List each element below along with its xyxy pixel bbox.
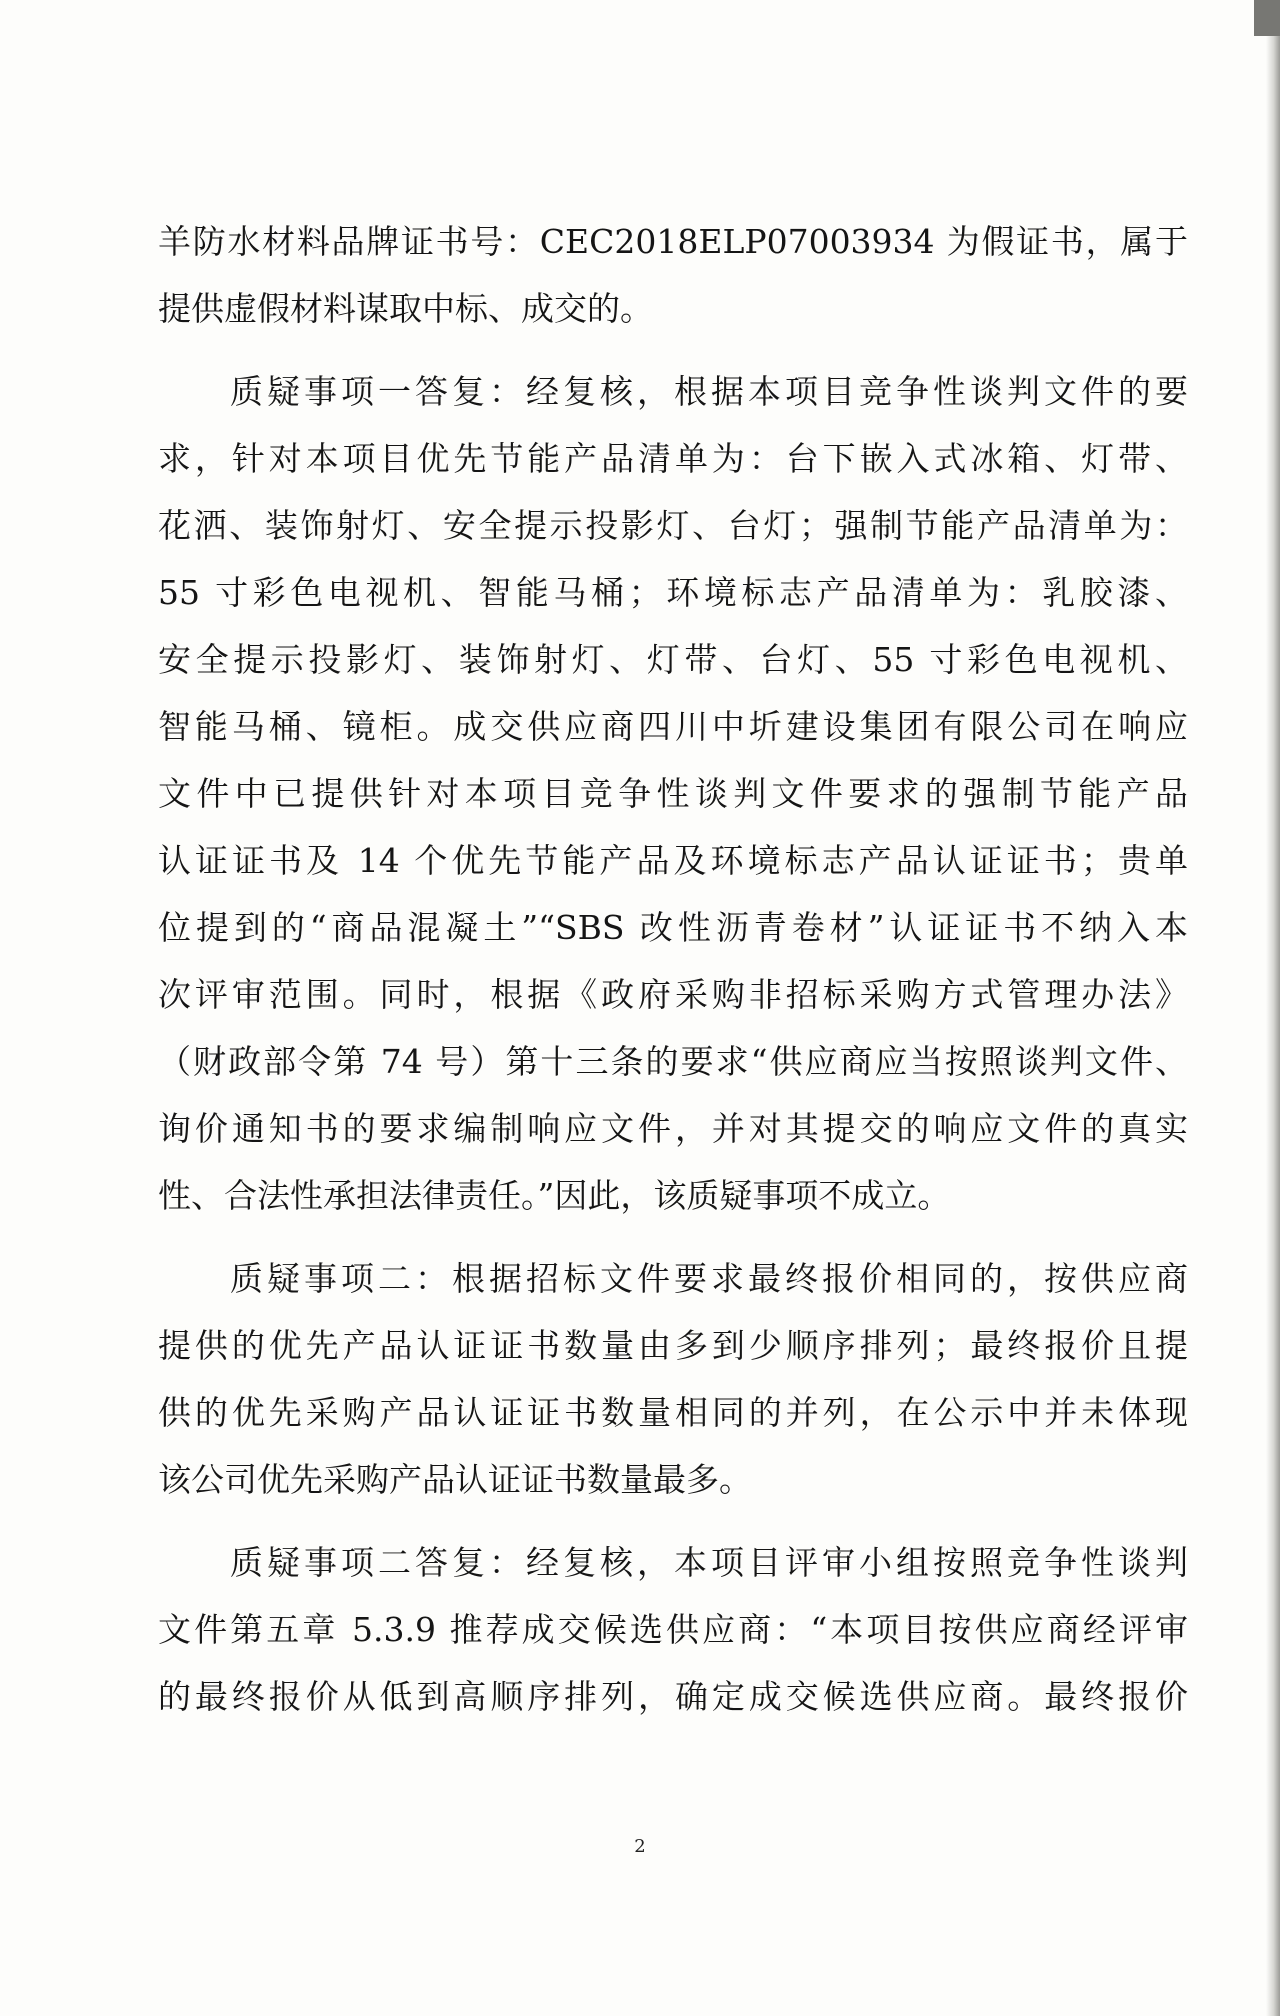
text-line: 性、合法性承担法律责任。”因此，该质疑事项不成立。 [158, 1176, 951, 1215]
text-line: 该公司优先采购产品认证证书数量最多。 [158, 1460, 752, 1499]
document-body [158, 208, 1188, 1730]
text-line: 次评审范围。同时，根据《政府采购非招标采购方式管理办法》 [158, 975, 1188, 1014]
text-line: 供的优先采购产品认证证书数量相同的并列，在公示中并未体现 [158, 1393, 1188, 1432]
paragraph-continuation [158, 208, 1188, 342]
text-line: 羊防水材料品牌证书号：CEC2018ELP07003934 为假证书，属于 [158, 222, 1188, 261]
text-line: 文件第五章 5.3.9 推荐成交候选供应商：“本项目按供应商经评审 [158, 1610, 1188, 1649]
text-line: 智能马桶、镜柜。成交供应商四川中圻建设集团有限公司在响应 [158, 707, 1188, 746]
text-line: 花洒、装饰射灯、安全提示投影灯、台灯；强制节能产品清单为： [158, 506, 1188, 545]
text-line: 位提到的“商品混凝土”“SBS 改性沥青卷材”认证证书不纳入本 [158, 908, 1188, 947]
paragraph-reply-two [158, 1529, 1188, 1730]
text-line: 质疑事项一答复：经复核，根据本项目竞争性谈判文件的要 [230, 372, 1188, 411]
text-line: 55 寸彩色电视机、智能马桶；环境标志产品清单为：乳胶漆、 [158, 573, 1188, 612]
text-line: 提供的优先产品认证证书数量由多到少顺序排列；最终报价且提 [158, 1326, 1188, 1365]
paragraph-question-two [158, 1245, 1188, 1513]
text-line: 的最终报价从低到高顺序排列，确定成交候选供应商。最终报价 [158, 1677, 1188, 1716]
text-line: 质疑事项二：根据招标文件要求最终报价相同的，按供应商 [230, 1259, 1188, 1298]
text-line: 询价通知书的要求编制响应文件，并对其提交的响应文件的真实 [158, 1109, 1188, 1148]
text-line: 求，针对本项目优先节能产品清单为：台下嵌入式冰箱、灯带、 [158, 439, 1188, 478]
text-line: （财政部令第 74 号）第十三条的要求“供应商应当按照谈判文件、 [158, 1042, 1188, 1081]
text-line: 提供虚假材料谋取中标、成交的。 [158, 289, 653, 328]
text-line: 认证证书及 14 个优先节能产品及环境标志产品认证证书；贵单 [158, 841, 1188, 880]
text-line: 文件中已提供针对本项目竞争性谈判文件要求的强制节能产品 [158, 774, 1188, 813]
paragraph-reply-one [158, 358, 1188, 1229]
text-line: 安全提示投影灯、装饰射灯、灯带、台灯、55 寸彩色电视机、 [158, 640, 1188, 679]
scan-edge [1266, 0, 1280, 2016]
page-number: 2 [634, 1836, 646, 1857]
text-line: 质疑事项二答复：经复核，本项目评审小组按照竞争性谈判 [230, 1543, 1188, 1582]
scan-corner [1254, 0, 1280, 36]
